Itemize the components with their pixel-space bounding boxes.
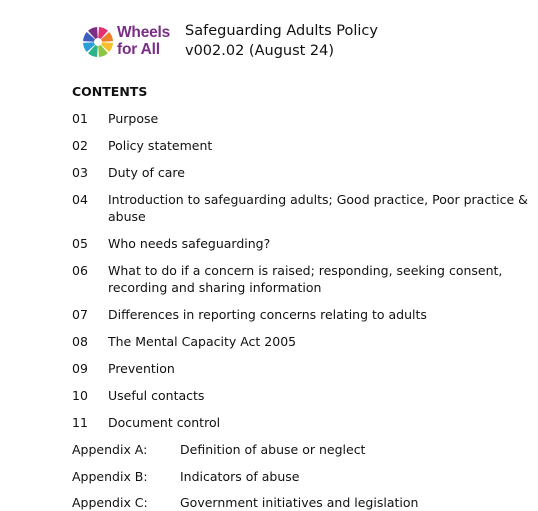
toc-item-number: 05 xyxy=(72,236,88,251)
toc-item-title: Useful contacts xyxy=(108,388,205,403)
toc-item-number: 06 xyxy=(72,263,88,278)
appendix-title: Definition of abuse or neglect xyxy=(180,442,366,457)
appendix-label: Appendix B: xyxy=(72,469,148,484)
toc-item-title: Differences in reporting concerns relating to adults xyxy=(108,307,427,322)
toc-item-number: 07 xyxy=(72,307,88,322)
toc-item-number: 08 xyxy=(72,334,88,349)
toc-item-title: Purpose xyxy=(108,111,159,126)
appendix-label: Appendix C: xyxy=(72,495,148,510)
wheels-for-all-logo xyxy=(82,24,182,60)
toc-item-title: Duty of care xyxy=(108,165,185,180)
document-title-line-1: Safeguarding Adults Policy xyxy=(185,23,378,39)
toc-item-number: 09 xyxy=(72,361,88,376)
contents-heading: CONTENTS xyxy=(72,84,148,99)
wheel-logo-icon xyxy=(82,26,114,58)
toc-item-number: 02 xyxy=(72,138,88,153)
appendix-label: Appendix A: xyxy=(72,442,148,457)
toc-item-title: What to do if a concern is raised; responding, seeking consent, recording and sharing information xyxy=(108,263,503,295)
document-title xyxy=(185,21,378,61)
toc-item-number: 10 xyxy=(72,388,88,403)
logo-line-1: Wheels xyxy=(117,24,171,41)
toc-item-number: 01 xyxy=(72,111,88,126)
toc-item-number: 03 xyxy=(72,165,88,180)
toc-item-title: Document control xyxy=(108,415,221,430)
toc-item-title: Policy statement xyxy=(108,138,213,153)
toc-item-number: 11 xyxy=(72,415,88,430)
toc-item-title: Who needs safeguarding? xyxy=(108,236,271,251)
document-version: v002.02 (August 24) xyxy=(185,43,335,59)
logo-wordmark xyxy=(117,24,170,58)
toc-item-title: Introduction to safeguarding adults; Good practice, Poor practice & abuse xyxy=(108,192,528,224)
toc-item-number: 04 xyxy=(72,192,88,207)
logo-line-2: for All xyxy=(117,41,160,58)
appendix-title: Government initiatives and legislation xyxy=(180,495,419,510)
toc-item-title: Prevention xyxy=(108,361,175,376)
toc-item-title: The Mental Capacity Act 2005 xyxy=(108,334,297,349)
appendix-title: Indicators of abuse xyxy=(180,469,300,484)
